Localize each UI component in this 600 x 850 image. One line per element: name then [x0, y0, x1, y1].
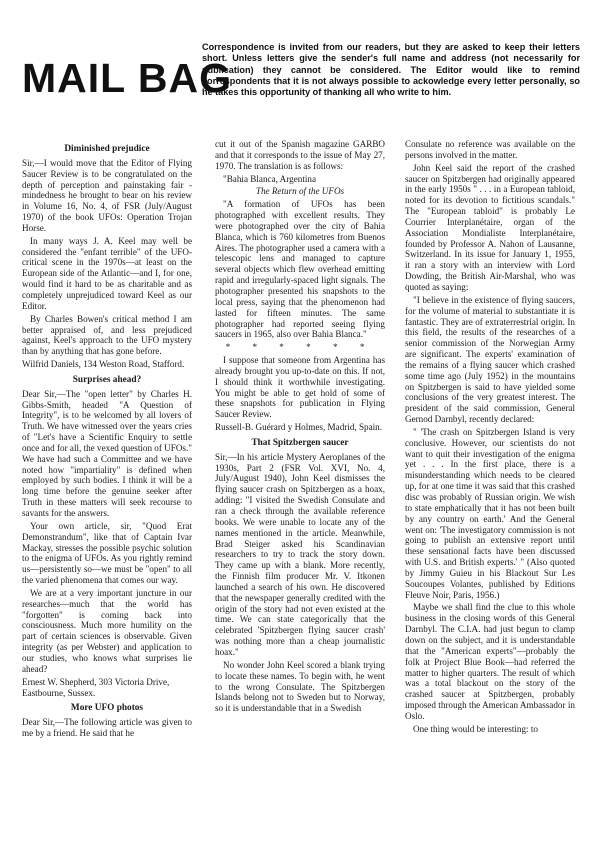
paragraph: We are at a very important juncture in our researches—much that the world has "forgotten" is coming back into consciousness. Much more humility on the part of certain sciences is observable. Given integrity (as per Webster) and application to our studies, who knows what surprises lie ahead?: [22, 587, 192, 674]
section-break: * * * * * *: [225, 342, 375, 353]
paragraph: Sir,—I would move that the Editor of Flying Saucer Review is to be congratulated on the depth of perception and painstaking fair - mindedness he brought to bear on his review in Volume 16, No. 4, of FSR (July/August 1970) of the book UFOs: Operation Trojan Horse.: [22, 157, 192, 233]
paragraph: cut it out of the Spanish magazine GARBO and that it corresponds to the issue of May 27, 1970. The translation is as follows:: [215, 139, 385, 171]
paragraph: Maybe we shall find the clue to this whole business in the closing words of this General Darnbyl. The C.I.A. had just begun to clamp down on the subject, and it is understandable that the "American experts"—probably the folk at Project Blue Book—had referred the matter to higher quarters. The result of which was a total blackout on the story of the crashed saucer at Spitzbergen, probably imposed through the American Ambassador in Oslo.: [405, 602, 575, 721]
column-2: [215, 139, 385, 716]
paragraph: One thing would be interesting: to: [413, 723, 538, 734]
paragraph: I suppose that someone from Argentina has already brought you up-to-date on this. If not, I should think it worthwhile investigating. You might be able to get hold of some of these snapshots for publication in Flying Saucer Review.: [215, 355, 385, 420]
paragraph: "A formation of UFOs has been photographed with excellent results. They were photographed over the city of Bahia Blanca, which is 760 kilometres from Buenos Aires. The photographer used a camera with a telescopic lens and managed to capture several objects which flew overhead emitting rapid and irregularly-spaced light signals. The photographer presented his snapshots to the local press, saying that the phenomenon had lasted for fifteen minutes. The same photographer had reported seeing flying saucers in 1965, also over Bahia Blanca.": [215, 199, 385, 340]
column-1: [22, 139, 192, 741]
paragraph: Consulate no reference was available on the persons involved in the matter.: [405, 139, 575, 160]
letter-heading: More UFO photos: [70, 703, 144, 714]
paragraph: "I believe in the existence of flying saucers, for the volume of material to substantiate it is fantastic. They are of extraterrestrial origin. In this field, the results of the researches of a senior commission of the Norwegian Army are significant. The experts' examination of the remains of a flying saucer which crashed some time ago (July 1952) in the mountains on Spitzbergen is said to have yielded some conclusions of the very greatest interest. The president of the said commission, General Gernod Darnbyl, recently declared:: [405, 294, 575, 425]
intro-notice: Correspondence is invited from our readers, but they are asked to keep their letters short. Unless letters give the sender's full name and address (not necessarily for publication) they cannot be considered. The Editor would like to remind correspondents that it is not always possible to ackowledge every letter personally, so he takes this opportunity of thanking all who write to him.: [202, 42, 580, 98]
letter-heading: Diminished prejudice: [64, 144, 150, 154]
paragraph: John Keel said the report of the crashed saucer on Spitzbergen had originally appeared in the early 1950s " . . . in a European tabloid, noted for its devotion to fictitious scandals." The "European tabloid" is probably Le Courrier Interplanétaire, organ of the Association Mondialiste Interplanétaire, founded by Professor A. Nahon of Lausanne, Switzerland. In its issue for January 1, 1955, it ran a story with an interview with Lord Dowding, the British Air-Marshal, who was quoted as saying:: [405, 162, 575, 292]
quote-dateline: "Bahia Blanca, Argentina: [223, 173, 317, 184]
paragraph: Your own article, sir, "Quod Erat Demonstrandum", like that of Captain Ivar Mackay, stresses the possible psychic solution to the enigma of UFOs. As you rightly remind us—persistently so—we must be "open" to all the varied phenomena that comes our way.: [22, 520, 192, 586]
letter-heading: Surprises ahead?: [72, 374, 142, 385]
letter-signature: Russell-B. Guérard y Holmes, Madrid, Spain.: [215, 422, 383, 433]
letter-heading: That Spitzbergen saucer: [251, 437, 349, 448]
page-header: [22, 42, 580, 128]
page-title: MAIL BAG: [22, 55, 232, 101]
quote-subtitle: The Return of the UFOs: [255, 186, 345, 197]
paragraph: Dear Sir,—The following article was given to me by a friend. He said that he: [22, 717, 192, 739]
paragraph: By Charles Bowen's critical method I am better appraised of, and less prejudiced against, Keel's approach to the UFO mystery than by anything that has gone before.: [22, 313, 192, 357]
letter-signature: Ernest W. Shepherd, 303 Victoria Drive, Eastbourne, Sussex.: [22, 676, 170, 698]
paragraph: In many ways J. A. Keel may well be considered the "enfant terrible" of the UFO-critical scene in the 1970s—at least on the European side of the Atlantic—and I, for one, would find it hard to be as charitable and as completely unprejudiced toward Keel as our Editor.: [22, 235, 192, 311]
paragraph: No wonder John Keel scored a blank trying to locate these names. To begin with, he went to the wrong Consulate. The Spitzbergen Islands belong not to Sweden but to Norway, so it is understandable that in a Swedish: [215, 659, 385, 714]
paragraph: Sir,—In his article Mystery Aeroplanes of the 1930s, Part 2 (FSR Vol. XVI, No. 4, July/August 1940), John Keel dismisses the flying saucer crash on Spitzbergen as a hoax, adding: "I visited the Swedish Consulate and ran a check through the available reference books. We were unable to locate any of the names mentioned in the article. Meanwhile, Brad Steiger asked his Scandinavian researchers to try to track the story down. They came up with a blank. More recently, the Finnish film producer Mr. V. Itkonen launched a search of his own. He discovered that the newspaper generally credited with the origin of the story had not even existed at the time. We can state categorically that the celebrated 'Spitzbergen flying saucer crash' was nothing more than a cheap journalistic hoax.": [215, 451, 385, 657]
paragraph: " 'The crash on Spitzbergen Island is very conclusive. However, our scientists do not want to quit their investigation of the enigma yet . . . In the first place, there is a misunderstanding which needs to be cleared up, for at one time it was said that this crashed disc was probably of Russian origin. We wish to state emphatically that it has not been built by any country on earth.' And the General went on: 'The investigatory commission is not going to publish an extensive report until these sensational facts have been discussed with U.S. and British experts.' " (Also quoted by Jimmy Guieu in his Blackout Sur Les Soucoupes Volantes, published by Editions Fleuve Noir, Paris, 1956.): [405, 426, 575, 600]
column-3: [405, 139, 575, 737]
letter-signature: Wilfrid Daniels, 134 Weston Road, Stafford.: [22, 359, 185, 370]
paragraph: Dear Sir,—The "open letter" by Charles H. Gibbs-Smith, headed "A Question of Integrity", is to be welcomed by all lovers of Truth. We have witnessed over the years cries of "Let's have a Scientific Enquiry to settle once and for all, the vexed question of UFOs." We have had such a Committee and we have noted how "impartiality" is defined when employed by such bodies. I think it will be a long time before the genuine seeker after Truth in these matters will seek recourse to savants for the answers.: [22, 388, 192, 518]
